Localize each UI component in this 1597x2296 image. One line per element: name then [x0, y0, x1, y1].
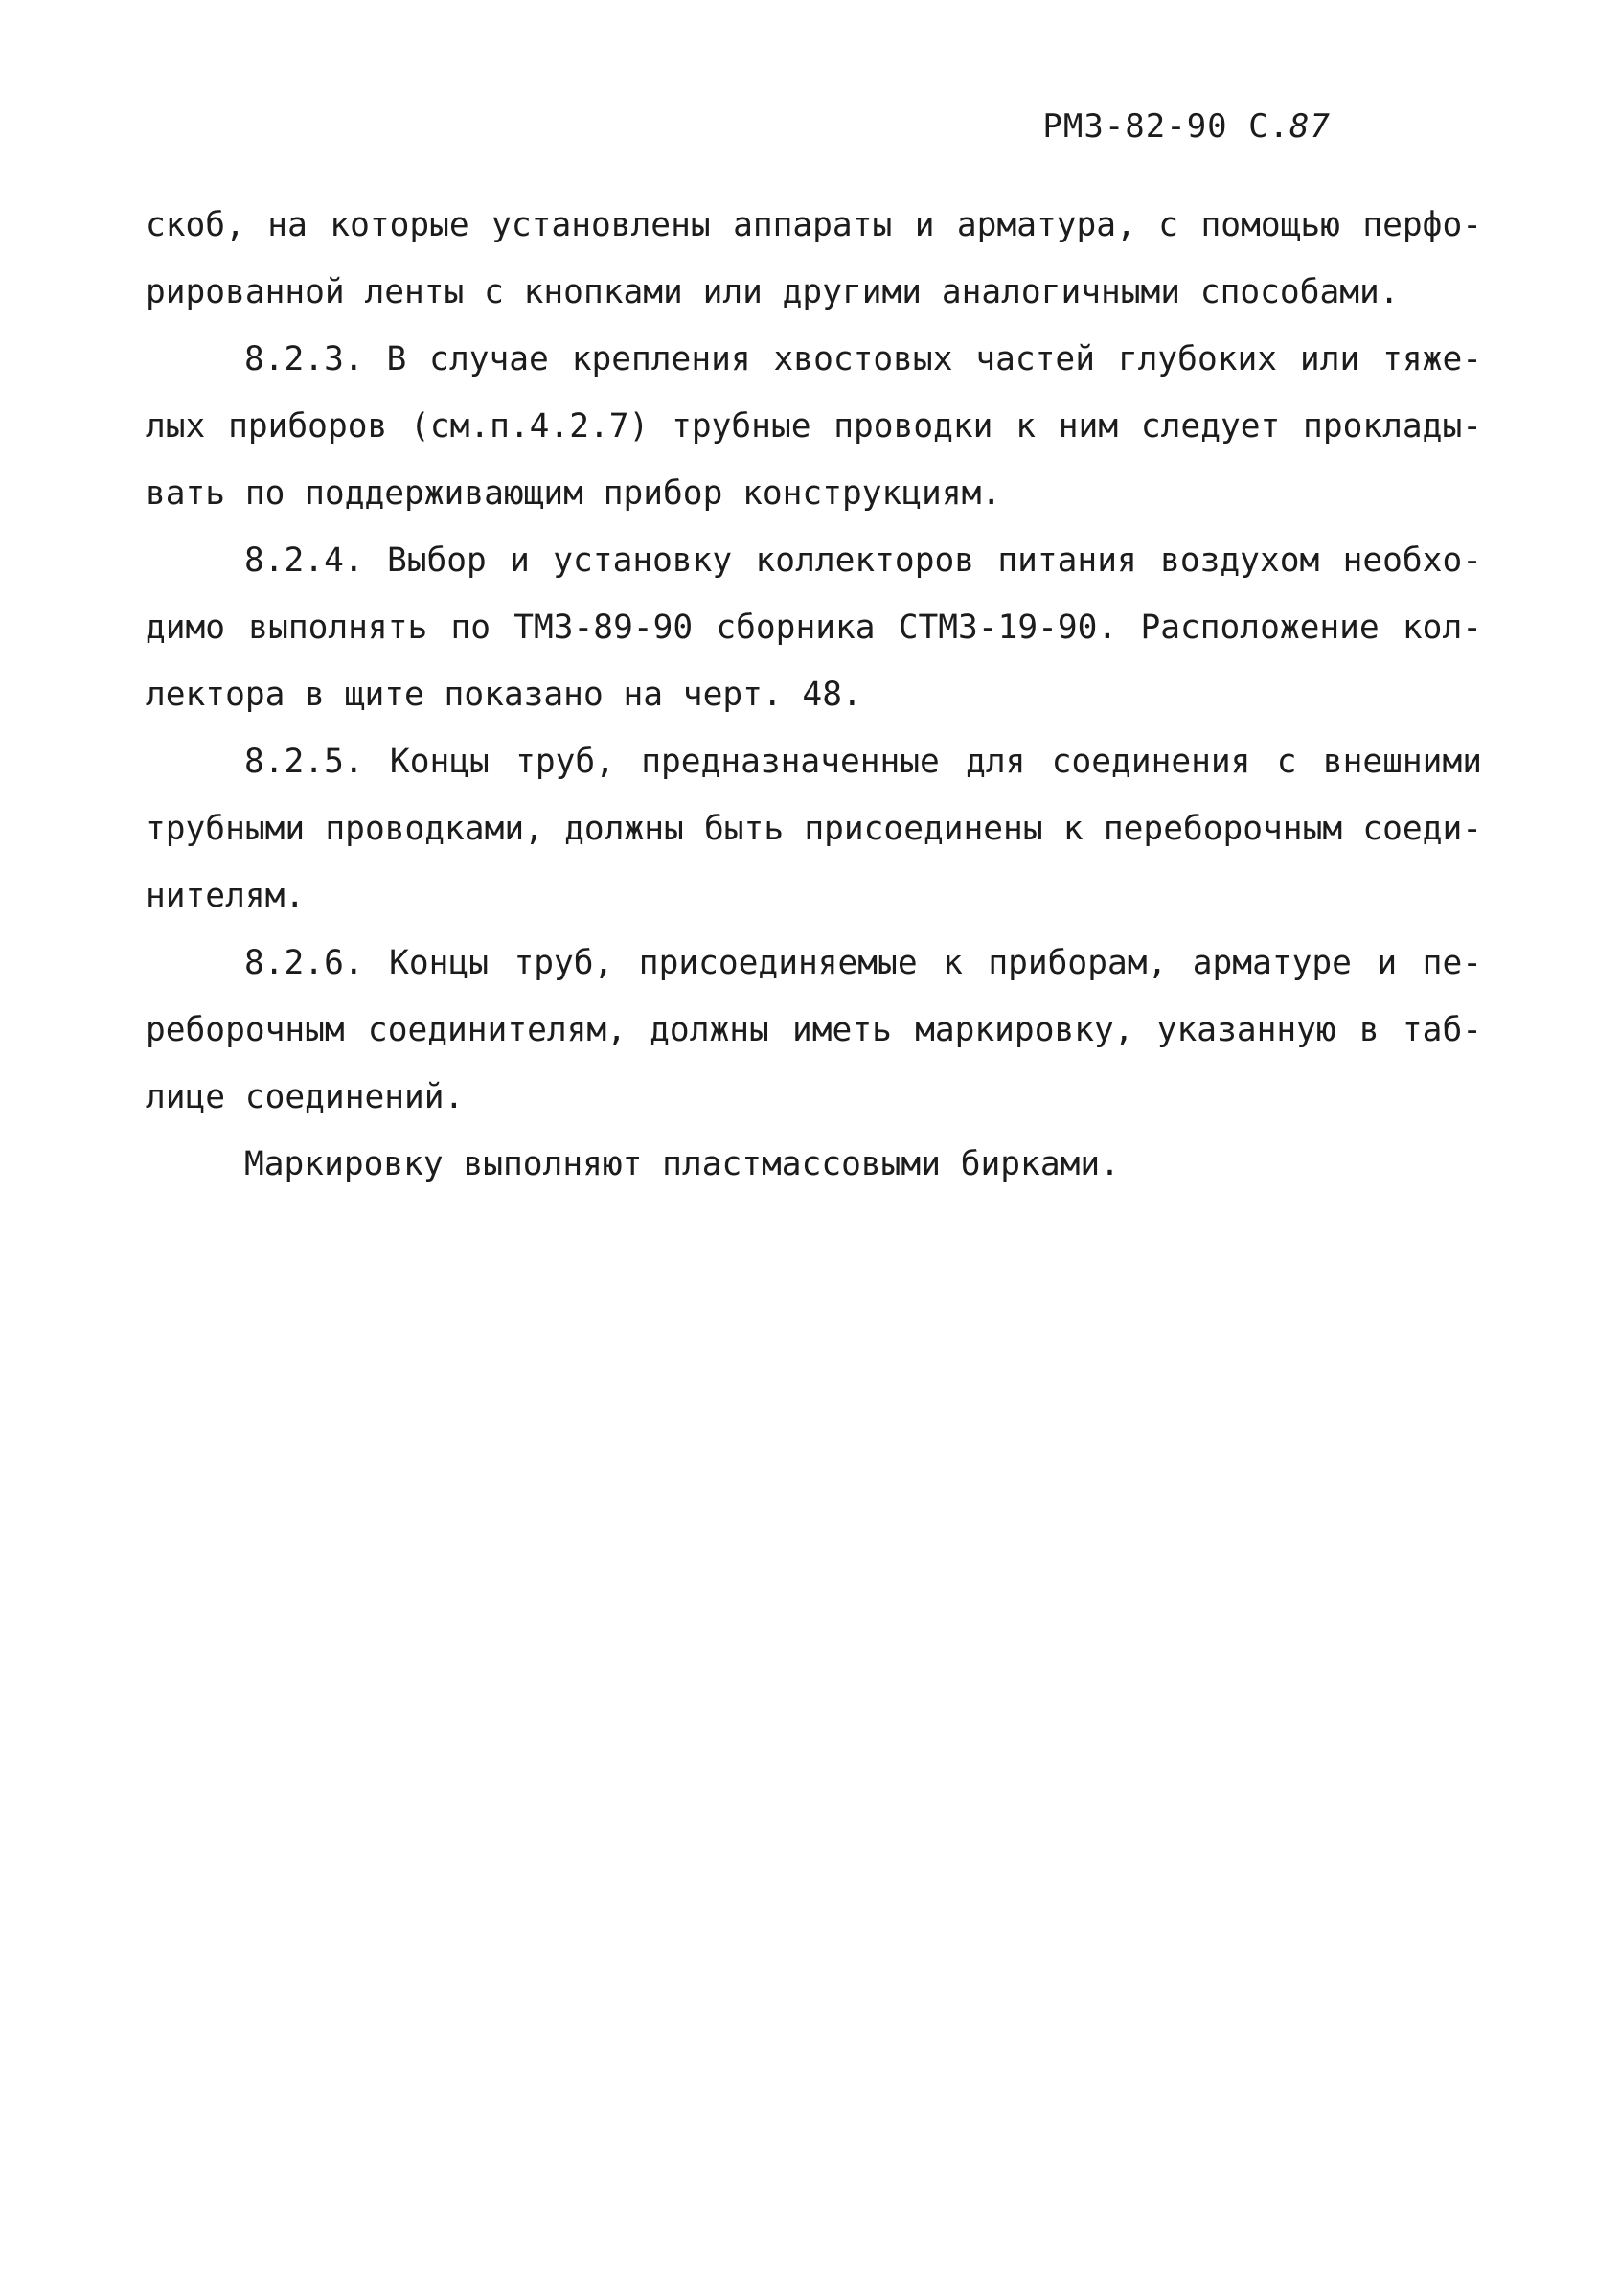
text-line: 8.2.5. Концы труб, предназначенные для соединения с внешними [244, 743, 1482, 781]
text-line: трубными проводками, должны быть присоединены к переборочным соеди- [146, 810, 1482, 848]
text-line: скоб, на которые установлены аппараты и арматура, с помощью перфо- [146, 206, 1482, 244]
body-text [146, 192, 1482, 1198]
text-line: лых приборов (см.п.4.2.7) трубные проводки к ним следует проклады- [146, 407, 1482, 446]
text-line: Маркировку выполняют пластмассовыми бирками. [244, 1145, 1120, 1183]
text-line: димо выполнять по ТМЗ-89-90 сборника СТМЗ-19-90. Расположение кол- [146, 608, 1482, 647]
text-line: вать по поддерживающим прибор конструкциям. [146, 474, 1002, 513]
text-line: рированной ленты с кнопками или другими аналогичными способами. [146, 273, 1400, 311]
document-code: РМЗ-82-90 С. [1042, 107, 1290, 146]
text-line: нителям. [146, 877, 306, 915]
text-line: 8.2.6. Концы труб, присоединяемые к приборам, арматуре и пе- [244, 944, 1482, 982]
text-line: 8.2.4. Выбор и установку коллекторов питания воздухом необхо- [244, 541, 1482, 580]
text-line: лице соединений. [146, 1078, 465, 1116]
page-header [1042, 107, 1331, 146]
text-line: 8.2.3. В случае крепления хвостовых частей глубоких или тяже- [244, 340, 1482, 379]
text-line: реборочным соединителям, должны иметь маркировку, указанную в таб- [146, 1011, 1482, 1049]
page-number: 87 [1289, 107, 1331, 146]
text-line: лектора в щите показано на черт. 48. [146, 676, 862, 714]
